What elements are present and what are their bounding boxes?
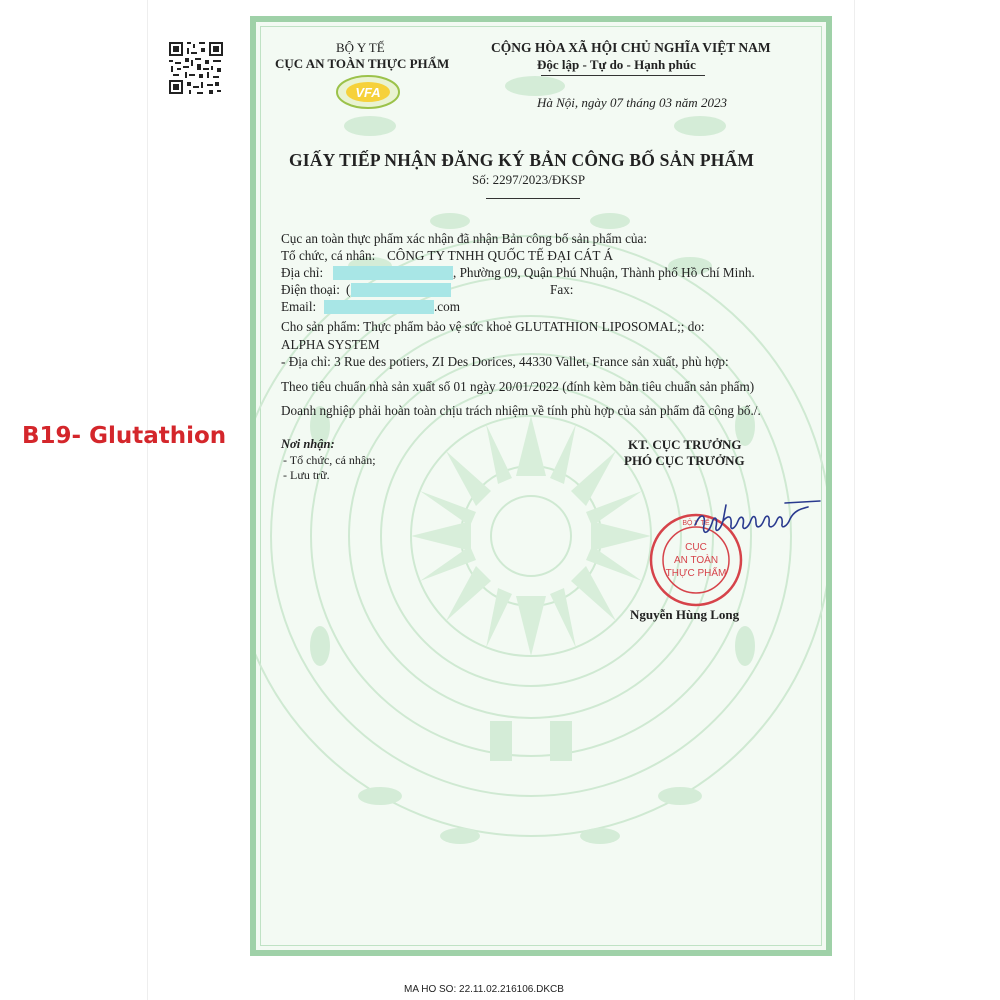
qr-code	[167, 40, 225, 96]
email-value: .com	[434, 299, 461, 314]
org-label: Tổ chức, cá nhân:	[281, 248, 376, 263]
phone-label: Điện thoại:	[281, 282, 340, 297]
seal-line: THỰC PHẨM	[665, 568, 727, 579]
signer-name: Nguyễn Hùng Long	[630, 607, 740, 622]
ministry-name: BỘ Y TẾ	[336, 40, 385, 55]
signer-title-1: KT. CỤC TRƯỞNG	[628, 437, 742, 452]
issue-date: Hà Nội, ngày 07 tháng 03 năm 2023	[537, 95, 727, 110]
address-value: , Phường 09, Quận Phú Nhuận, Thành phố Hồ Chí Minh.	[453, 265, 755, 280]
vfa-logo	[335, 74, 401, 110]
manufacturer-address: - Địa chỉ: 3 Rue des potiers, ZI Des Dorices, 44330 Vallet, France sản xuất, phù hợp:	[281, 354, 729, 369]
recipient-item: - Tổ chức, cá nhân;	[283, 453, 376, 467]
email-redaction	[324, 300, 434, 314]
title-underline	[486, 198, 580, 199]
address-label: Địa chỉ:	[281, 265, 324, 280]
manufacturer-name: ALPHA SYSTEM	[281, 337, 380, 352]
org-value: CÔNG TY TNHH QUỐC TẾ ĐẠI CÁT Á	[387, 248, 614, 263]
seal-line: AN TOÀN	[673, 555, 719, 566]
republic-name: CỘNG HÒA XÃ HỘI CHỦ NGHĨA VIỆT NAM	[491, 40, 771, 55]
seal-ring-text: BỘ Y TẾ	[682, 520, 710, 527]
product-line: Cho sản phẩm: Thực phẩm bảo vệ sức khoẻ GLUTATHION LIPOSOMAL;; do:	[281, 319, 705, 334]
agency-name: CỤC AN TOÀN THỰC PHẨM	[275, 56, 450, 71]
recipients-heading: Nơi nhận:	[281, 437, 335, 451]
phone-redaction	[351, 283, 451, 297]
standard-text: Theo tiêu chuẩn nhà sản xuất số 01 ngày 20/01/2022 (đính kèm bản tiêu chuẩn sản phẩm)	[281, 379, 755, 394]
responsibility-text: Doanh nghiệp phải hoàn toàn chịu trách nhiệm về tính phù hợp của sản phẩm đã công bố./.	[281, 403, 761, 418]
recipient-item: - Lưu trữ.	[283, 468, 330, 482]
handwritten-signature	[690, 495, 825, 545]
phone-prefix: (	[346, 282, 351, 297]
national-motto: Độc lập - Tự do - Hạnh phúc	[537, 57, 696, 72]
email-label: Email:	[281, 299, 317, 314]
seal-line: CỤC	[685, 542, 707, 553]
logo-text: VFA	[355, 85, 381, 100]
signer-title-2: PHÓ CỤC TRƯỞNG	[624, 453, 745, 468]
address-redaction	[333, 266, 453, 280]
motto-underline	[541, 75, 705, 76]
document-number: Số: 2297/2023/ĐKSP	[472, 172, 586, 187]
record-code: MA HO SO: 22.11.02.216106.DKCB	[404, 984, 564, 995]
document-title: GIẤY TIẾP NHẬN ĐĂNG KÝ BẢN CÔNG BỐ SẢN PHẨM	[289, 150, 755, 170]
product-code-label: B19- Glutathion	[22, 423, 227, 449]
intro-text: Cục an toàn thực phẩm xác nhận đã nhận Bản công bố sản phẩm của:	[281, 231, 648, 246]
fax-label: Fax:	[550, 282, 574, 297]
